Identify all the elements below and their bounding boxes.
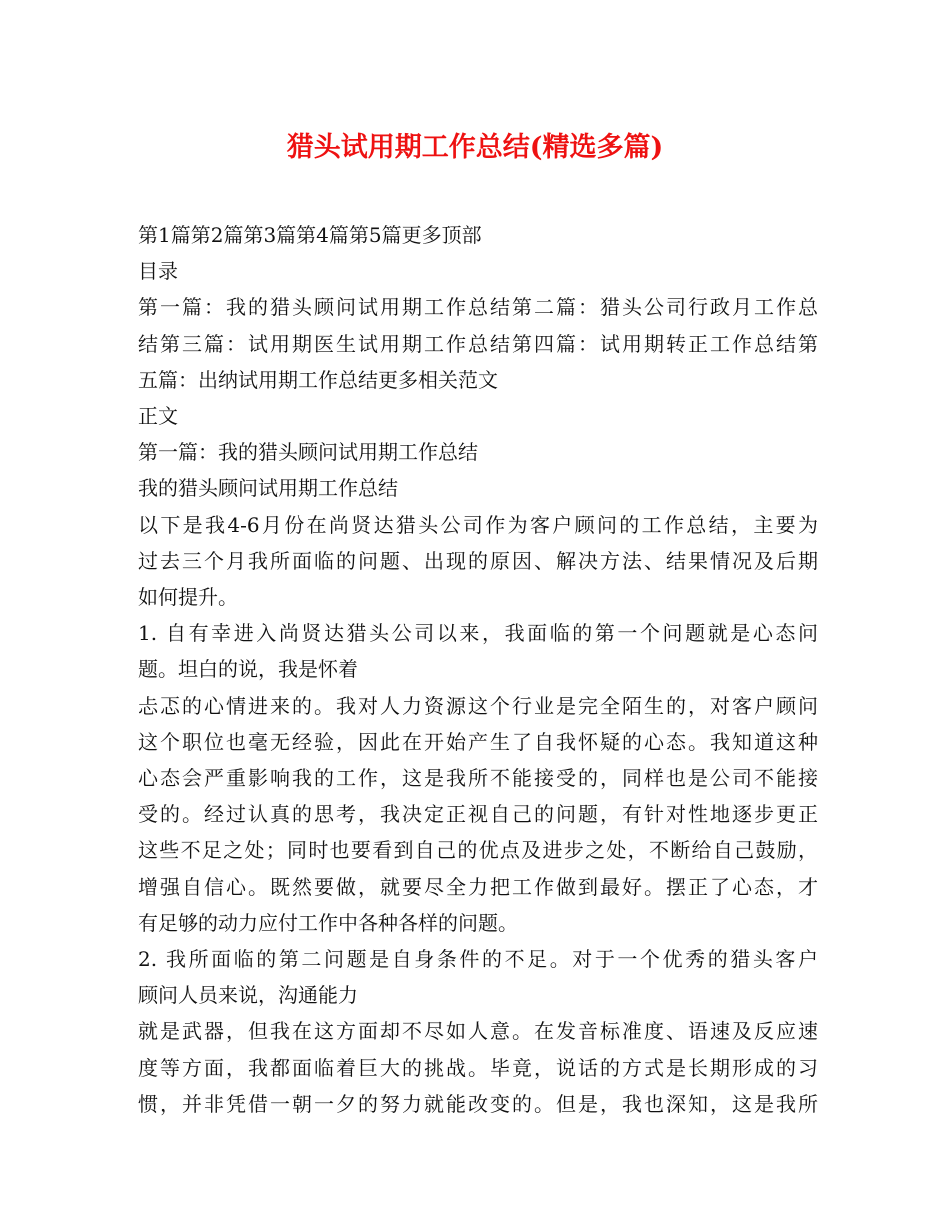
toc-line: 第一篇：我的猎头顾问试用期工作总结第二篇：猎头公司行政月工作总 [138, 295, 818, 320]
paragraph-line: 以下是我4-6月份在尚贤达猎头公司作为客户顾问的工作总结，主要为 [138, 512, 818, 537]
paragraph-line: 顾问人员来说，沟通能力 [138, 983, 358, 1008]
paragraph-line: 心态会严重影响我的工作，这是我所不能接受的，同样也是公司不能接 [138, 766, 818, 791]
body-heading: 正文 [138, 404, 178, 429]
paragraph-line: 忐忑的心情进来的。我对人力资源这个行业是完全陌生的，对客户顾问 [138, 693, 818, 718]
chapter-heading: 第一篇：我的猎头顾问试用期工作总结 [138, 440, 478, 465]
toc-heading: 目录 [138, 259, 178, 284]
paragraph-line: 有足够的动力应付工作中各种各样的问题。 [138, 910, 518, 935]
section-nav-line: 第1篇第2篇第3篇第4篇第5篇更多顶部 [138, 223, 482, 247]
paragraph-line: 2. 我所面临的第二问题是自身条件的不足。对于一个优秀的猎头客户 [138, 947, 818, 972]
paragraph-line: 度等方面，我都面临着巨大的挑战。毕竟，说话的方式是长期形成的习 [138, 1055, 818, 1080]
paragraph-line: 就是武器，但我在这方面却不尽如人意。在发音标准度、语速及反应速 [138, 1019, 818, 1044]
paragraph-line: 题。坦白的说，我是怀着 [138, 657, 358, 682]
paragraph-line: 增强自信心。既然要做，就要尽全力把工作做到最好。摆正了心态，才 [138, 874, 818, 899]
paragraph-line: 1. 自有幸进入尚贤达猎头公司以来，我面临的第一个问题就是心态问 [138, 621, 818, 646]
paragraph-line: 这些不足之处；同时也要看到自己的优点及进步之处，不断给自己鼓励， [138, 838, 818, 863]
toc-line: 结第三篇：试用期医生试用期工作总结第四篇：试用期转正工作总结第 [138, 331, 818, 356]
paragraph-line: 受的。经过认真的思考，我决定正视自己的问题，有针对性地逐步更正 [138, 802, 818, 827]
document-body [138, 217, 818, 1122]
paragraph-line: 这个职位也毫无经验，因此在开始产生了自我怀疑的心态。我知道这种 [138, 729, 818, 754]
document-title: 猎头试用期工作总结(精选多篇) [286, 132, 664, 163]
chapter-subtitle: 我的猎头顾问试用期工作总结 [138, 476, 398, 501]
paragraph-line: 如何提升。 [138, 585, 238, 610]
paragraph-line: 过去三个月我所面临的问题、出现的原因、解决方法、结果情况及后期 [138, 548, 818, 573]
toc-line: 五篇：出纳试用期工作总结更多相关范文 [138, 367, 498, 392]
paragraph-line: 惯，并非凭借一朝一夕的努力就能改变的。但是，我也深知，这是我所 [138, 1091, 818, 1116]
